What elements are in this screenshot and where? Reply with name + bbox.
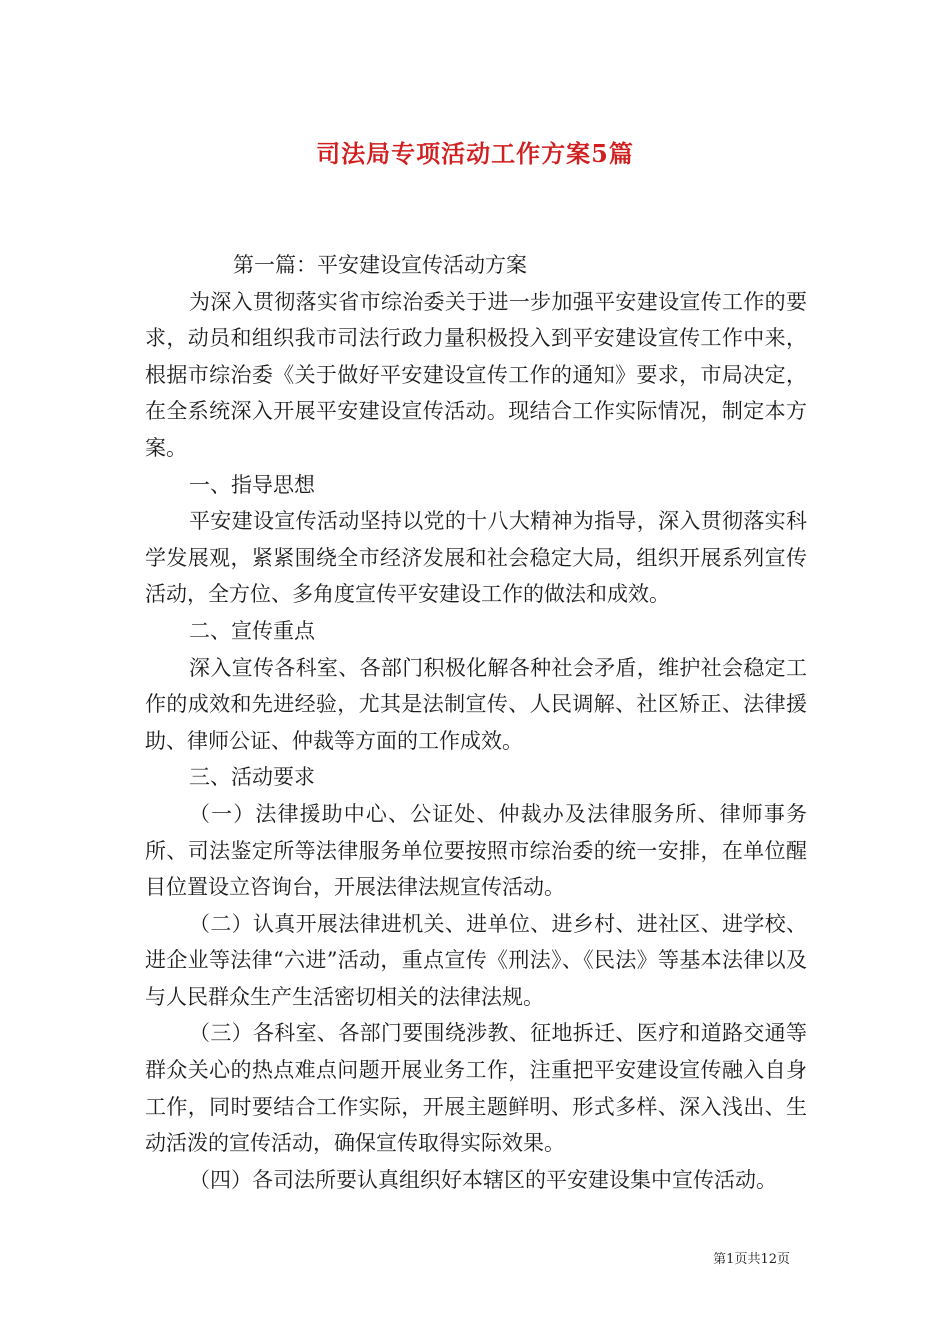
requirement-item-1: （一）法律援助中心、公证处、仲裁办及法律服务所、律师事务所、司法鉴定所等法律服务单位要按照市综治委的统一安排，在单位醒目位置设立咨询台，开展法律法规宣传活动。 [145,801,807,900]
document-body [145,247,807,1198]
requirement-item-4: （四）各司法所要认真组织好本辖区的平安建设集中宣传活动。 [189,1167,777,1192]
page-number-footer: 第1页共12页 [713,1252,790,1267]
document-title: 司法局专项活动工作方案5篇 [316,139,634,168]
requirement-item-2: （二）认真开展法律进机关、进单位、进乡村、进社区、进学校、进企业等法律“六进”活动，重点宣传《刑法》、《民法》等基本法律以及与人民群众生产生活密切相关的法律法规。 [145,911,807,1009]
requirement-item-3: （三）各科室、各部门要围绕涉教、征地拆迁、医疗和道路交通等群众关心的热点难点问题开展业务工作，注重把平安建设宣传融入自身工作，同时要结合工作实际，开展主题鲜明、形式多样、深入浅出、生动活泼的宣传活动，确保宣传取得实际效果。 [145,1021,807,1156]
publicity-focus-paragraph: 深入宣传各科室、各部门积极化解各种社会矛盾，维护社会稳定工作的成效和先进经验，尤其是法制宣传、人民调解、社区矫正、法律援助、律师公证、仲裁等方面的工作成效。 [145,655,807,753]
section-heading-guiding-ideology: 一、指导思想 [189,472,315,497]
section-heading-publicity-focus: 二、宣传重点 [189,618,315,643]
guiding-ideology-paragraph: 平安建设宣传活动坚持以党的十八大精神为指导，深入贯彻落实科学发展观，紧紧围绕全市经济发展和社会稳定大局，组织开展系列宣传活动，全方位、多角度宣传平安建设工作的做法和成效。 [145,509,807,607]
intro-paragraph: 为深入贯彻落实省市综治委关于进一步加强平安建设宣传工作的要求，动员和组织我市司法行政力量积极投入到平安建设宣传工作中来，根据市综治委《关于做好平安建设宣传工作的通知》要求，市局决定，在全系统深入开展平安建设宣传活动。现结合工作实际情况，制定本方案。 [145,289,807,460]
section-heading-activity-requirements: 三、活动要求 [189,765,315,790]
chapter-heading: 第一篇：平安建设宣传活动方案 [233,253,527,277]
